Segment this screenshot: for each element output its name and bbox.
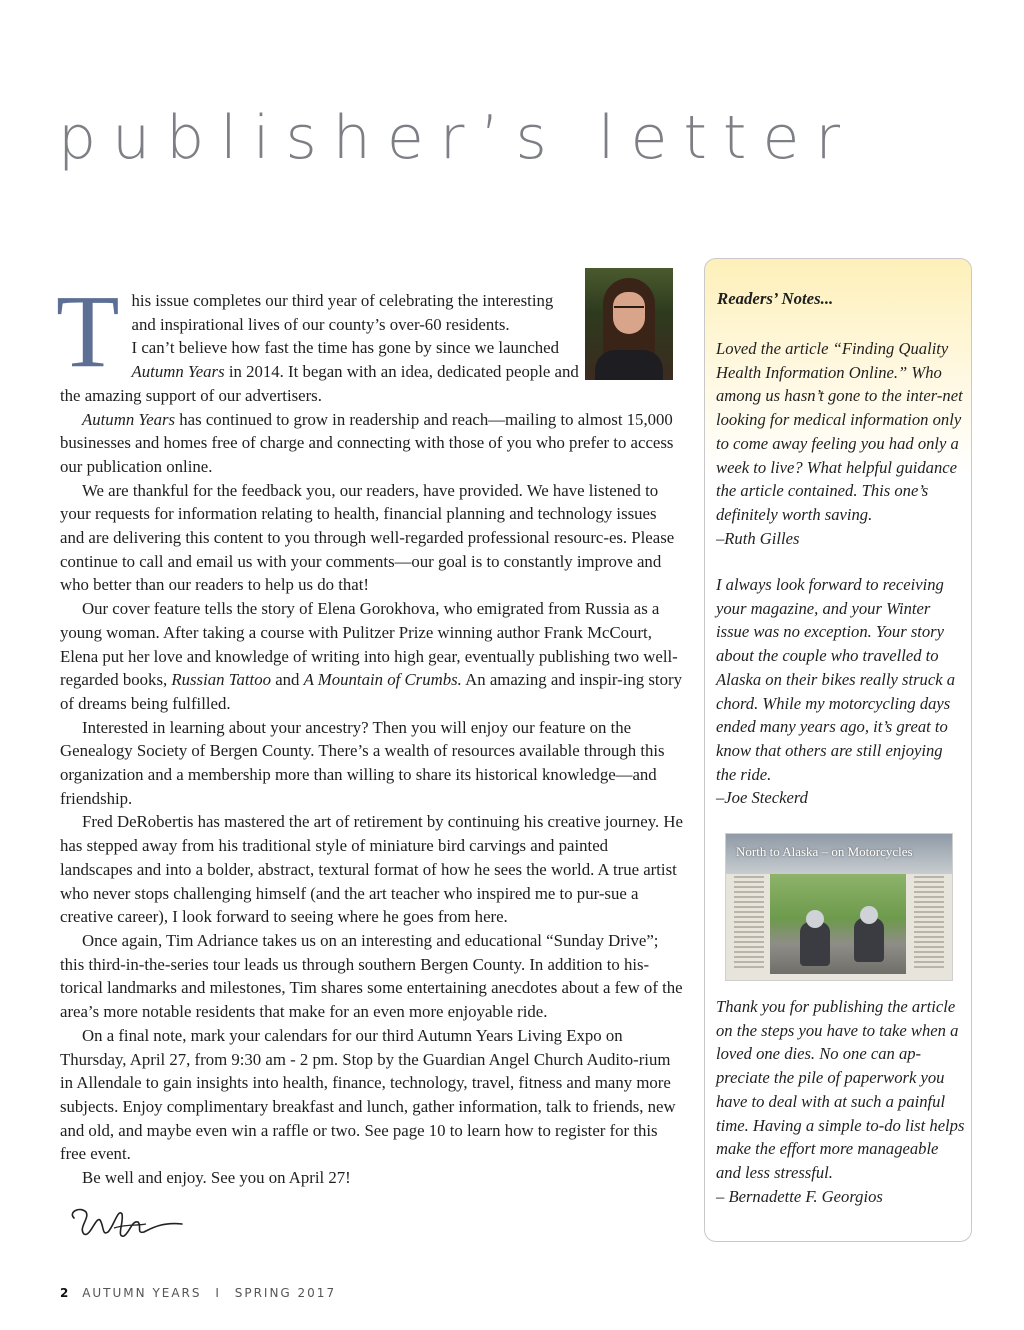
letter-paragraph-9: Be well and enjoy. See you on April 27! [82,1168,351,1188]
note-author: –Joe Steckerd [716,788,808,808]
letter-paragraph-2: Autumn Years has continued to grow in readership and reach—mailing to almost 15,000 businesses and homes free of charge and connecting with those of you who prefer to access our publication online. [60,409,674,476]
letter-paragraph-8: On a final note, mark your calendars for our third Autumn Years Living Expo on Thursday, April 27, from 9:30 am - 2 pm. Stop by the Guardian Angel Church Audito-rium in Allendale to gain insights into health, finance, technology, travel, fitness and many more subjects. Enjoy complimentary breakfast and lunch, gather information, talk to friends, new and old, and maybe even win a raffle or two. See page 10 to learn how to register for this free event. [60,1025,676,1164]
drop-cap: T [56,274,120,389]
letter-paragraph-1: T his issue completes our third year of celebrating the interesting and inspirational lives of our county’s over-60 residents. I can’t believe how fast the time has gone by since we launched Autumn Years in 2014. It began with an idea, dedicated people and the amazing support of our advertisers. [56,274,579,405]
page-footer [60,1286,336,1300]
reader-note-1: Loved the article “Finding Quality Health Information Online.” Who among us hasn’t gone to the inter-net looking for medical information only to come away feeling you had only a week to live? What helpful guidance the article contained. This one’s definitely worth saving. –Ruth Gilles [716,337,966,550]
letter-paragraph-7: Once again, Tim Adriance takes us on an interesting and educational “Sunday Drive”; this third-in-the-series tour leads us through southern Bergen County. In addition to his-torical landmarks and milestones, Tim shares some entertaining anecdotes about a few of the area’s more notable residents that make for an even more enjoyable ride. [60,930,683,1022]
issue-label: SPRING 2017 [234,1286,337,1300]
letter-paragraph-3: We are thankful for the feedback you, our readers, have provided. We have listened to your requests for information relating to health, financial planning and technology issues and are delivering this content to you through well-regarded professional resourc-es. Please continue to call and email us with your comments—our goal is to constantly improve and who better than our readers to help us do that! [60,480,675,595]
letter-paragraph-4: Our cover feature tells the story of Elena Gorokhova, who emigrated from Russia as a young woman. After taking a course with Pulitzer Prize winning author Frank McCourt, Elena put her love and knowledge of writing into high gear, eventually publishing two well-regarded books, Russian Tattoo and A Mountain of Crumbs. An amazing and inspir-ing story of dreams being fulfilled. [60,599,682,713]
reader-note-2: I always look forward to receiving your magazine, and your Winter issue was no exception. Your story about the couple who travelled to Alaska on their bikes really struck a chord. While my motorcycling days ended many years ago, it’s great to know that others are still enjoying the ride. –Joe Steckerd [716,573,966,810]
letter-body [56,274,684,1190]
publication-name: AUTUMN YEARS [82,1286,202,1300]
thumbnail-title: North to Alaska – on Motorcycles [736,844,913,859]
readers-notes-sidebar [704,258,972,1242]
footer-separator: I [215,1286,221,1300]
note-author: – Bernadette F. Georgios [716,1186,883,1206]
article-thumbnail [725,833,953,981]
reader-note-3: Thank you for publishing the article on the steps you have to take when a loved one dies. No one can ap-preciate the pile of paperwork you have to deal with at such a painful time. Having a simple to-do list helps make the effort more manageable and less stressful. – Bernadette F. Georgios [716,995,966,1208]
sidebar-title: Readers’ Notes... [717,289,834,308]
letter-paragraph-6: Fred DeRobertis has mastered the art of retirement by continuing his creative journey. He has stepped away from his traditional style of miniature bird carvings and painted landscapes and into a bolder, abstract, textural format of how he sees the world. A true artist who never stops challenging himself (and the art teacher who inspired me to pur-sue a creative career), I look forward to seeing where he goes from here. [60,812,683,927]
note-author: –Ruth Gilles [716,528,800,548]
page-title: publisher’s letter [58,103,857,173]
page-number: 2 [60,1286,69,1300]
letter-paragraph-5: Interested in learning about your ancestry? Then you will enjoy our feature on the Genealogy Society of Bergen County. There’s a wealth of resources available through this organization and a membership more than willing to share its historical knowledge—and friendship. [60,717,665,808]
signature [66,1198,184,1244]
